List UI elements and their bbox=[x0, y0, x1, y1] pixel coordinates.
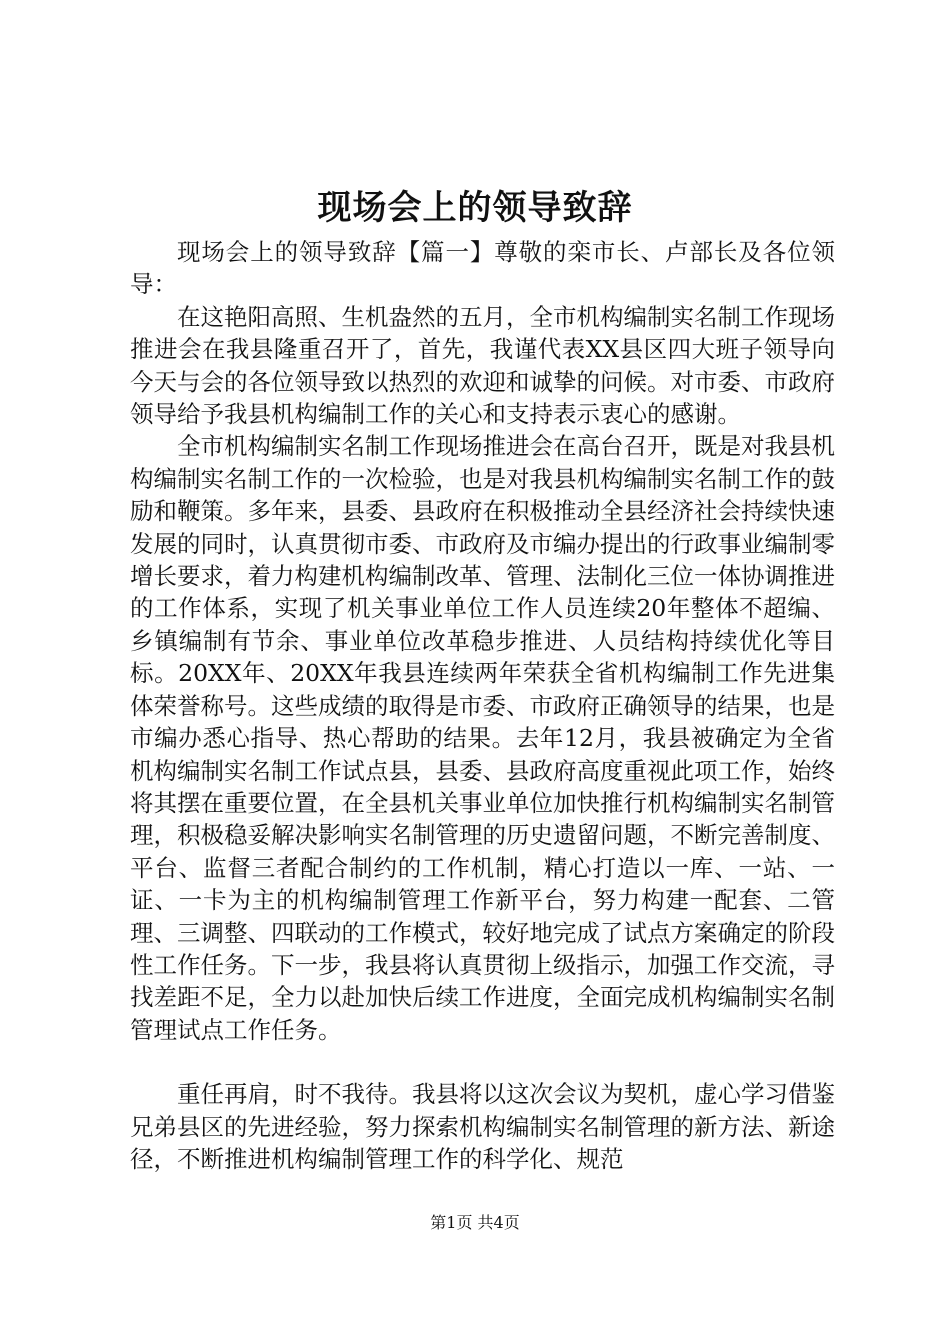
paragraph-outlook: 重任再肩，时不我待。我县将以这次会议为契机，虚心学习借鉴兄弟县区的先进经验，努力探索机构编制实名制管理的新方法、新途径，不断推进机构编制管理工作的科学化、规范 bbox=[130, 1080, 835, 1173]
paragraph-achievements: 全市机构编制实名制工作现场推进会在高台召开，既是对我县机构编制实名制工作的一次检验，也是对我县机构编制实名制工作的鼓励和鞭策。多年来，县委、县政府在积极推动全县经济社会持续快速发展的同时，认真贯彻市委、市政府及市编办提出的行政事业编制零增长要求，着力构建机构编制改革、管理、法制化三位一体协调推进的工作体系，实现了机关事业单位工作人员连续20年整体不超编、乡镇编制有节余、事业单位改革稳步推进、人员结构持续优化等目标。20XX年、20XX年我县连续两年荣获全省机构编制工作先进集体荣誉称号。这些成绩的取得是市委、市政府正确领导的结果，也是市编办悉心指导、热心帮助的结果。去年12月，我县被确定为全省机构编制实名制工作试点县，县委、县政府高度重视此项工作，始终将其摆在重要位置，在全县机关事业单位加快推行机构编制实名制管理，积极稳妥解决影响实名制管理的历史遗留问题，不断完善制度、平台、监督三者配合制约的工作机制，精心打造以一库、一站、一证、一卡为主的机构编制管理工作新平台，努力构建一配套、二管理、三调整、四联动的工作模式，较好地完成了试点方案确定的阶段性工作任务。下一步，我县将认真贯彻上级指示，加强工作交流，寻找差距不足，全力以赴加快后续工作进度，全面完成机构编制实名制管理试点工作任务。 bbox=[130, 432, 835, 1044]
paragraph-welcome: 在这艳阳高照、生机盎然的五月，全市机构编制实名制工作现场推进会在我县隆重召开了，首先，我谨代表XX县区四大班子领导向今天与会的各位领导致以热烈的欢迎和诚挚的问候。对市委、市政府领导给予我县机构编制工作的关心和支持表示衷心的感谢。 bbox=[130, 302, 835, 429]
page-footer: 第1页 共4页 bbox=[430, 1213, 520, 1232]
document-body bbox=[130, 236, 835, 1175]
document-title: 现场会上的领导致辞 bbox=[317, 188, 633, 228]
paragraph-greeting: 现场会上的领导致辞【篇一】尊敬的栾市长、卢部长及各位领导： bbox=[130, 238, 835, 299]
